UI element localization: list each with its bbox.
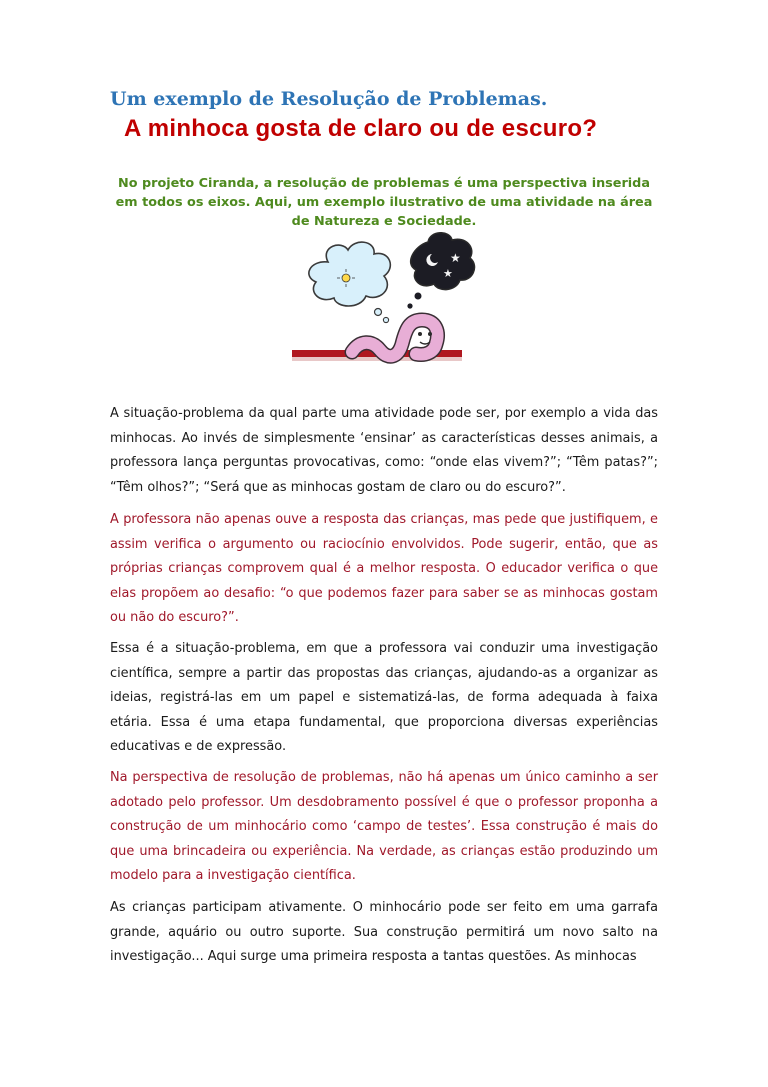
thought-cloud-light-icon xyxy=(309,242,390,322)
paragraph: Na perspectiva de resolução de problemas, não há apenas um único caminho a ser adotado pelo professor. Um desdobramento possível é que o professor proponha a construção de um minhocário como ‘campo de testes’. Essa construção é mais do que uma brincadeira ou experiência. Na verdade, as crianças estão produzindo um modelo para a investigação científica. xyxy=(110,770,658,883)
thought-cloud-dark-icon xyxy=(407,233,474,309)
paragraph: A situação-problema da qual parte uma atividade pode ser, por exemplo a vida das minhocas. Ao invés de simplesmente ‘ensinar’ as características desses animais, a professora lança perguntas provocativas, como: “onde elas vivem?”; “Têm patas?”; “Têm olhos?”; “Será que as minhocas gostam de claro ou do escuro?”. xyxy=(110,406,658,495)
svg-text:★: ★ xyxy=(443,267,453,280)
intro-text: No projeto Ciranda, a resolução de problemas é uma perspectiva inserida em todos os eixos. Aqui, um exemplo ilustrativo de uma atividade na área de Natureza e Sociedade. xyxy=(115,176,653,229)
paragraph: As crianças participam ativamente. O minhocário pode ser feito em uma garrafa grande, aquário ou outro suporte. Sua construção permitirá um novo salto na investigação... Aqui surge uma primeira resposta a tantas questões. As minhocas xyxy=(110,900,658,964)
paragraph: A professora não apenas ouve a resposta das crianças, mas pede que justifiquem, e assim verifica o argumento ou raciocínio envolvidos. Pode sugerir, então, que as próprias crianças comprovem qual é a melhor resposta. O educador verifica o que elas propõem ao desafio: “o que podemos fazer para saber se as minhocas gostam ou não do escuro?”. xyxy=(110,512,658,625)
paragraph: Essa é a situação-problema, em que a professora vai conduzir uma investigação científica, sempre a partir das propostas das crianças, ajudando-as a organizar as ideias, registrá-las em um papel e sistematizá-las, de forma adequada à faixa etária. Essa é uma etapa fundamental, que proporciona diversas experiências educativas e de expressão. xyxy=(110,641,658,754)
svg-text:★: ★ xyxy=(450,251,461,265)
page-title: A minhoca gosta de claro ou de escuro? xyxy=(124,115,598,142)
page-subtitle: Um exemplo de Resolução de Problemas. xyxy=(110,88,548,110)
worm-illustration xyxy=(290,232,480,372)
